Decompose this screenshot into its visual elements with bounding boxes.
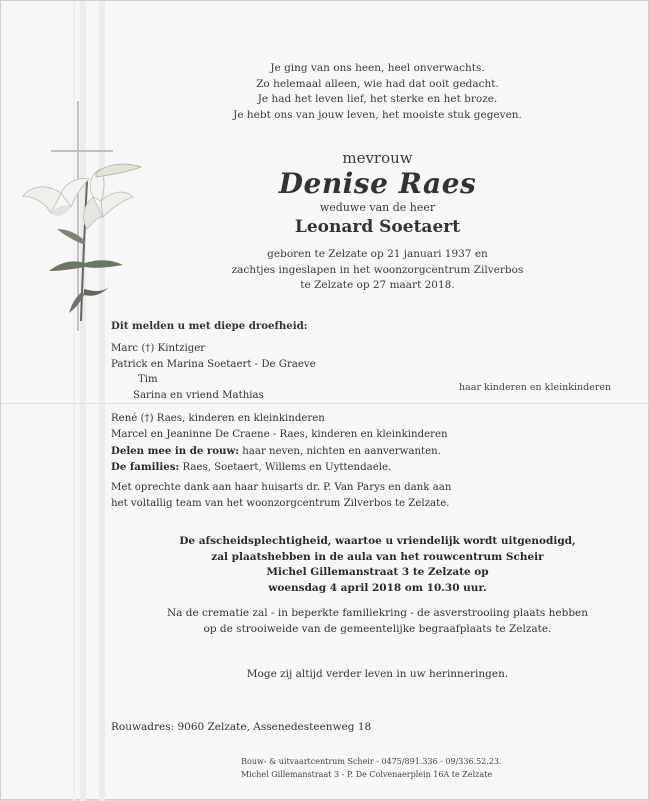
deceased-name: Denise Raes bbox=[278, 167, 477, 200]
children-role: haar kinderen en kleinkinderen bbox=[459, 382, 612, 393]
family-member: Marcel en Jeaninne De Craene - Raes, kinderen en kleinkinderen bbox=[111, 428, 448, 440]
ceremony-line: zal plaatshebben in de aula van het rouwcentrum Scheir bbox=[211, 550, 544, 563]
mourning-line bbox=[111, 444, 441, 460]
poem-line: Je hebt ons van jouw leven, het mooiste stuk gegeven. bbox=[233, 108, 522, 121]
families-text: Raes, Soetaert, Willems en Uyttendaele. bbox=[179, 461, 392, 473]
birth-death-info bbox=[105, 247, 649, 294]
mourning-text: haar neven, nichten en aanverwanten. bbox=[239, 446, 441, 457]
honorific: mevrouw bbox=[342, 149, 413, 167]
ceremony-line: De afscheidsplechtigheid, waartoe u vriendelijk wordt uitgenodigd, bbox=[179, 535, 576, 547]
mourning-label: Delen mee in de rouw: bbox=[111, 445, 239, 457]
mourning-address: Rouwadres: 9060 Zelzate, Assenedesteenweg 18 bbox=[111, 721, 372, 733]
birth-line: zachtjes ingeslapen in het woonzorgcentrum Zilverbos bbox=[231, 263, 524, 276]
family-member: Marc (†) Kintziger bbox=[111, 343, 206, 354]
family-member: Tim bbox=[138, 374, 158, 385]
fold-line bbox=[1, 403, 649, 404]
spouse-name: Leonard Soetaert bbox=[294, 217, 461, 237]
ceremony-info bbox=[105, 534, 649, 596]
families-line bbox=[111, 460, 441, 476]
family-member: René (†) Raes, kinderen en kleinkinderen bbox=[111, 413, 325, 424]
extended-family-list bbox=[111, 411, 448, 442]
cremation-line: Na de crematie zal - in beperkte familiekring - de asverstrooiing plaats hebben bbox=[166, 607, 589, 619]
funeral-home-line: Rouw- & uitvaartcentrum Scheir - 0475/891.336 - 09/336.52.23. bbox=[241, 757, 502, 766]
ceremony-line: Michel Gillemanstraat 3 te Zelzate op bbox=[266, 566, 489, 578]
thanks-section bbox=[111, 480, 451, 511]
closing-text bbox=[105, 668, 649, 680]
cremation-line: op de strooiweide van de gemeentelijke begraafplaats te Zelzate. bbox=[203, 623, 552, 635]
thanks-line: het voltallig team van het woonzorgcentrum Zilverbos te Zelzate. bbox=[111, 497, 450, 509]
ceremony-line: woensdag 4 april 2018 om 10.30 uur. bbox=[268, 581, 487, 594]
birth-line: te Zelzate op 27 maart 2018. bbox=[300, 279, 455, 291]
family-member: Sarina en vriend Mathias bbox=[133, 389, 264, 401]
families-label: De families: bbox=[111, 460, 180, 473]
widow-line: weduwe van de heer bbox=[319, 201, 436, 214]
family-member: Patrick en Marina Soetaert - De Graeve bbox=[111, 358, 316, 370]
poem bbox=[105, 61, 649, 123]
poem-line: Je ging van ons heen, heel onverwachts. bbox=[270, 62, 485, 74]
mourning-section bbox=[111, 444, 441, 475]
birth-line: geboren te Zelzate op 21 januari 1937 en bbox=[267, 248, 488, 260]
poem-line: Je had het leven lief, het sterke en het broze. bbox=[257, 93, 498, 105]
poem-line: Zo helemaal alleen, wie had dat ooit gedacht. bbox=[256, 77, 499, 90]
thanks-line: Met oprechte dank aan haar huisarts dr. P. Van Parys en dank aan bbox=[111, 482, 452, 493]
funeral-home-line: Michel Gillemanstraat 3 - P. De Colvenaerplein 16A te Zelzate bbox=[241, 770, 493, 779]
announcement: Dit melden u met diepe droefheid: bbox=[111, 320, 308, 332]
funeral-home-info bbox=[241, 755, 502, 781]
closing-line: Moge zij altijd verder leven in uw herinneringen. bbox=[246, 668, 509, 680]
family-list bbox=[111, 341, 316, 403]
cremation-info bbox=[105, 605, 649, 637]
